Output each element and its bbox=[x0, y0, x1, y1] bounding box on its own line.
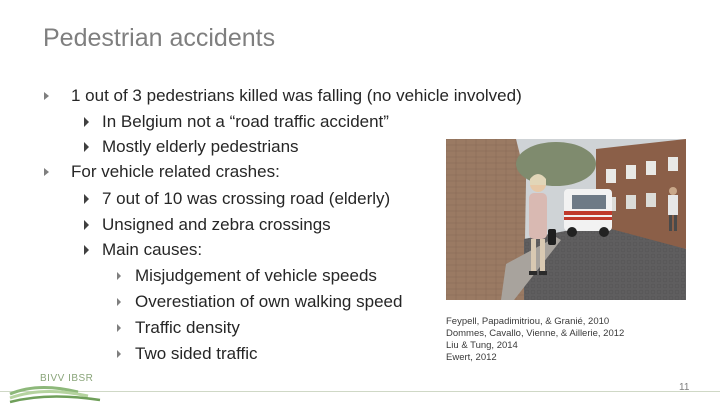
bullet-triangle-icon bbox=[117, 324, 121, 332]
bullet-text: For vehicle related crashes: bbox=[71, 162, 280, 181]
bullet-text: 1 out of 3 pedestrians killed was falling (no vehicle involved) bbox=[71, 86, 522, 105]
bullet-text: Main causes: bbox=[102, 240, 203, 259]
bullet-item bbox=[44, 86, 522, 106]
bullet-item bbox=[117, 292, 402, 312]
bullet-item bbox=[44, 162, 280, 182]
reference-item: Dommes, Cavallo, Vienne, & Aillerie, 2012 bbox=[446, 328, 625, 339]
bullet-triangle-icon bbox=[84, 245, 89, 255]
slide-title: Pedestrian accidents bbox=[43, 24, 276, 52]
footer-divider bbox=[0, 391, 720, 392]
bullet-text: Two sided traffic bbox=[135, 344, 258, 363]
bullet-item bbox=[117, 266, 377, 286]
bullet-triangle-icon bbox=[117, 350, 121, 358]
bullet-item bbox=[84, 189, 390, 209]
bullet-text: Misjudgement of vehicle speeds bbox=[135, 266, 377, 285]
bullet-item bbox=[117, 318, 240, 338]
street-photo bbox=[446, 139, 686, 300]
reference-item: Ewert, 2012 bbox=[446, 352, 497, 363]
logo-text: BIVV IBSR bbox=[40, 373, 94, 384]
bullet-triangle-icon bbox=[84, 194, 89, 204]
bullet-triangle-icon bbox=[117, 298, 121, 306]
bullet-triangle-icon bbox=[84, 117, 89, 127]
bullet-text: Traffic density bbox=[135, 318, 240, 337]
bullet-text: Unsigned and zebra crossings bbox=[102, 215, 331, 234]
bullet-text: 7 out of 10 was crossing road (elderly) bbox=[102, 189, 391, 208]
bullet-item bbox=[84, 240, 202, 260]
references bbox=[446, 316, 624, 364]
bullet-triangle-icon bbox=[84, 142, 89, 152]
reference-item: Feypell, Papadimitriou, & Granié, 2010 bbox=[446, 316, 610, 327]
bullet-text: In Belgium not a “road traffic accident” bbox=[102, 112, 389, 131]
bullet-item bbox=[84, 137, 299, 157]
street-photo-illustration bbox=[446, 139, 686, 300]
reference-item: Liu & Tung, 2014 bbox=[446, 340, 518, 351]
bullet-item bbox=[117, 344, 258, 364]
bullet-item bbox=[84, 112, 389, 132]
bullet-triangle-icon bbox=[117, 272, 121, 280]
bullet-triangle-icon bbox=[44, 92, 49, 100]
page-number: 11 bbox=[679, 382, 690, 393]
bullet-text: Overestiation of own walking speed bbox=[135, 292, 403, 311]
bullet-item bbox=[84, 215, 331, 235]
bullet-text: Mostly elderly pedestrians bbox=[102, 137, 299, 156]
bullet-triangle-icon bbox=[44, 168, 49, 176]
bullet-triangle-icon bbox=[84, 220, 89, 230]
